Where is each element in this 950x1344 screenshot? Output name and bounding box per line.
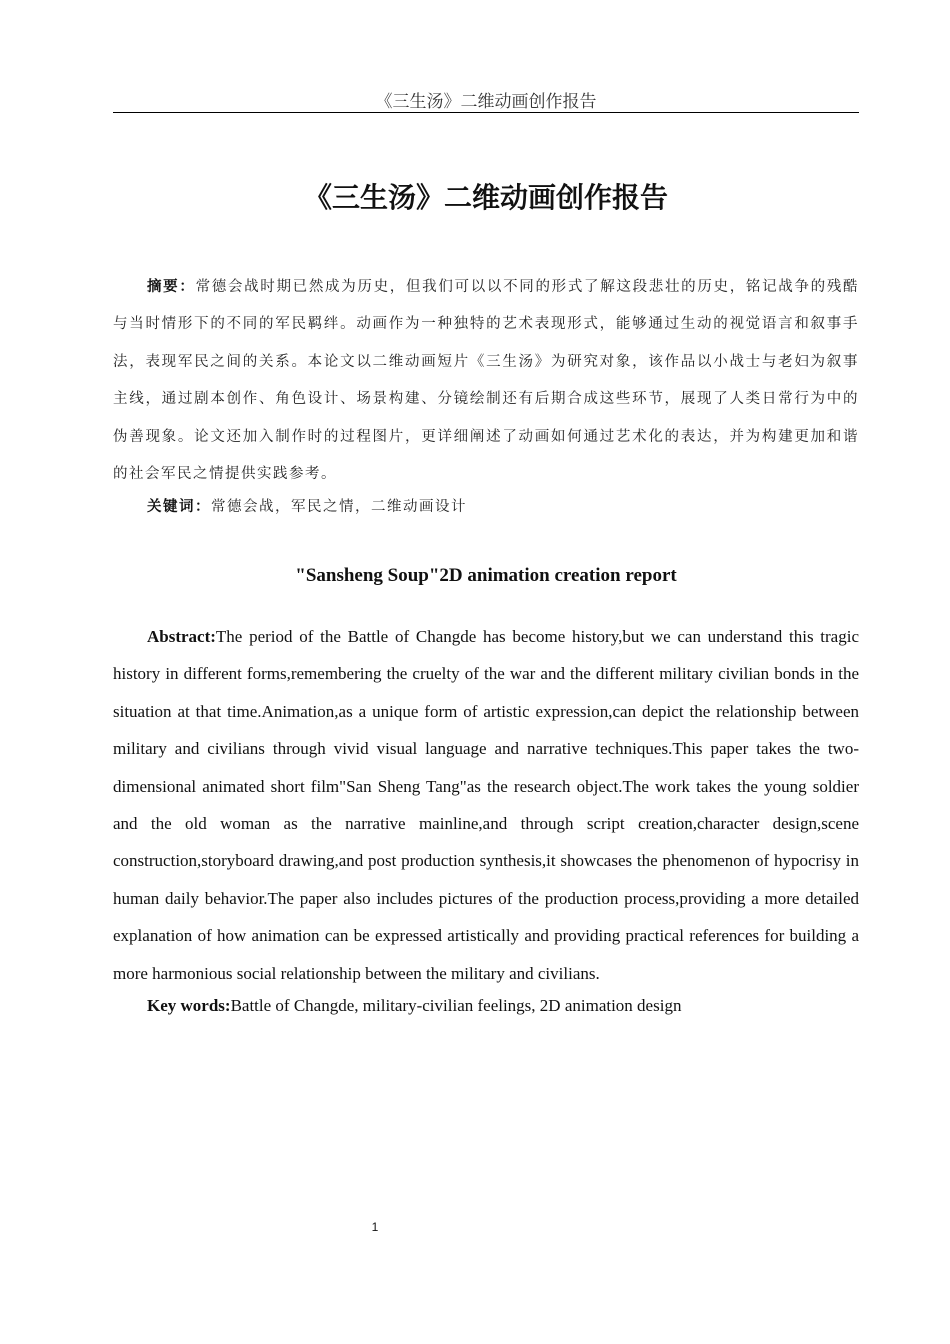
english-abstract-label: Abstract: [147,627,216,646]
chinese-abstract [113,268,859,493]
english-title: "Sansheng Soup"2D animation creation report [295,565,677,586]
english-keywords-label: Key words: [147,996,231,1015]
chinese-keywords-label: 关键词： [147,498,211,515]
chinese-keywords-text: 常德会战，军民之情，二维动画设计 [211,499,467,515]
chinese-keywords [113,494,859,520]
header-divider [113,112,859,113]
english-keywords [113,993,859,1019]
chinese-abstract-text: 常德会战时期已然成为历史，但我们可以以不同的形式了解这段悲壮的历史，铭记战争的残酷与当时情形下的不同的军民羁绊。动画作为一种独特的艺术表现形式，能够通过生动的视觉语言和叙事手法，表现军民之间的关系。本论文以二维动画短片《三生汤》为研究对象，该作品以小战士与老妇为叙事主线，通过剧本创作、角色设计、场景构建、分镜绘制还有后期合成这些环节，展现了人类日常行为中的伪善现象。论文还加入制作时的过程图片，更详细阐述了动画如何通过艺术化的表达，并为构建更加和谐的社会军民之情提供实践参考。 [113,279,860,483]
english-abstract [113,618,859,992]
paper-title: 《三生汤》二维动画创作报告 [303,181,668,214]
chinese-abstract-label: 摘要： [147,278,196,295]
english-abstract-text: The period of the Battle of Changde has become history,but we can understand this tragic history in different forms,remembering the cruelty of the war and the different military civilian bonds in the situation at that time.Animation,as a unique form of artistic expression,can depict the relationship between military and civilians through vivid visual language and narrative techniques.This paper takes the two-dimensional animated short film"San Sheng Tang"as the research object.The work takes the young soldier and the old woman as the narrative mainline,and through script creation,character design,scene construction,storyboard drawing,and post production synthesis,it showcases the phenomenon of hypocrisy in human daily behavior.The paper also includes pictures of the production process,providing a more detailed explanation of how animation can be expressed artistically and providing practical references for building a more harmonious social relationship between the military and civilians. [113,627,859,983]
english-keywords-text: Battle of Changde, military-civilian feelings, 2D animation design [230,996,682,1015]
page-number: 1 [371,1220,379,1234]
running-title: 《三生汤》二维动画创作报告 [375,92,597,112]
